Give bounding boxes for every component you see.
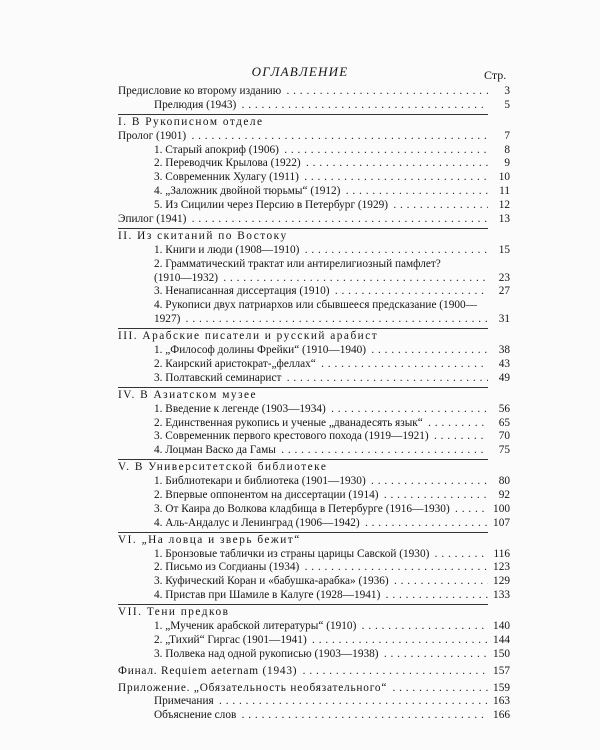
toc-section-heading <box>118 116 488 130</box>
toc-entry <box>118 589 510 603</box>
toc-entry <box>118 243 510 258</box>
toc-entry <box>118 516 510 531</box>
toc-section-heading <box>118 461 488 475</box>
section-underline <box>118 228 488 229</box>
entry-title: 4. Аль-Андалус и Ленинград (1906—1942) <box>154 516 360 529</box>
entry-title: 2. Грамматический трактат или антирелигиозный памфлет? <box>154 257 441 270</box>
toc-entry <box>118 488 510 503</box>
page-number: 92 <box>498 488 510 501</box>
toc-entry <box>118 695 510 709</box>
toc-entry <box>118 647 510 662</box>
toc-entry <box>118 299 510 327</box>
entry-title: 1. Библиотекари и библиотека (1901—1930) <box>154 475 366 488</box>
toc-entry <box>118 502 510 517</box>
entry-title: 1. Бронзовые таблички из страны царицы Савской (1930) <box>154 547 430 560</box>
page-number: 49 <box>498 371 510 384</box>
toc-entry <box>118 85 510 99</box>
toc-entry <box>118 213 510 227</box>
page-number: 43 <box>498 357 510 370</box>
section-title: VII. Тени предков <box>118 606 230 619</box>
entry-title: 3. Полвека над одной рукописью (1903—1938) <box>154 647 379 660</box>
page-number: 15 <box>498 243 510 256</box>
toc-entry <box>118 129 510 144</box>
section-title: III. Арабские писатели и русский арабист <box>118 330 379 343</box>
entry-title: Объяснение слов <box>154 709 237 722</box>
entry-title: 1. Введение к легенде (1903—1934) <box>154 402 326 415</box>
toc-entry <box>118 664 510 679</box>
section-title: VI. „На ловца и зверь бежит“ <box>118 533 301 546</box>
page-number: 9 <box>504 157 510 170</box>
page-number: 70 <box>498 430 510 443</box>
entry-title: 2. Единственная рукопись и ученые „дванадесять язык“ <box>154 416 423 429</box>
toc-entry <box>118 344 510 358</box>
entry-title: Примечания <box>154 695 214 708</box>
page-number: 13 <box>498 213 510 226</box>
toc-entry <box>118 709 510 723</box>
page-number: 8 <box>504 143 510 156</box>
entry-title: 3. Современник первого крестового похода (1919—1921) <box>154 430 429 443</box>
page-number: 157 <box>493 664 510 677</box>
entry-title-continued: (1910—1932) <box>154 271 219 284</box>
entry-title: Эпилог (1941) <box>118 213 187 226</box>
pages-column-header: Стр. <box>484 68 507 82</box>
page-number: 10 <box>498 171 510 184</box>
page-number: 65 <box>498 416 510 429</box>
page-number: 5 <box>504 98 510 111</box>
toc-entry <box>118 357 510 372</box>
entry-title: 3. Современник Хулагу (1911) <box>154 171 299 184</box>
entry-title: 3. Ненаписанная диссертация (1910) <box>154 285 330 298</box>
toc-entry <box>118 157 510 171</box>
entry-title: 5. Из Сицилии через Персию в Петербург (1929) <box>154 199 389 212</box>
toc-title: ОГЛАВЛЕНИЕ <box>251 64 349 79</box>
page-number: 80 <box>498 475 510 488</box>
page-number: 129 <box>493 575 510 588</box>
entry-title: 4. „Заложник двойной тюрьмы“ (1912) <box>154 185 341 198</box>
toc-entry <box>118 547 510 562</box>
entry-title: Прелюдия (1943) <box>154 98 237 111</box>
page-number: 150 <box>493 647 510 660</box>
page-number: 140 <box>493 619 510 632</box>
entry-title: Приложение. „Обязательность необязательного“ <box>118 681 388 694</box>
entry-title: 3. Куфический Коран и «бабушка-арабка» (1936) <box>154 575 389 588</box>
entry-title: 4. Пристав при Шамиле в Калуге (1928—1941) <box>154 589 381 602</box>
section-underline <box>118 387 488 388</box>
entry-title: 4. Лоцман Васко да Гамы <box>154 444 276 457</box>
toc-entry <box>118 475 510 489</box>
page-number: 7 <box>504 129 510 142</box>
toc-section-heading <box>118 330 488 344</box>
entry-title: Пролог (1901) <box>118 129 187 142</box>
toc-section-heading <box>118 606 488 620</box>
page-number: 12 <box>498 199 510 212</box>
section-underline <box>118 604 488 605</box>
page-number: 23 <box>498 271 510 284</box>
toc-entry <box>118 371 510 386</box>
entry-title: 1. „Философ долины Фрейки“ (1910—1940) <box>154 344 367 357</box>
entry-title: 2. Каирский аристократ-„феллах“ <box>154 357 316 370</box>
page-number: 166 <box>493 709 510 722</box>
page-number: 163 <box>493 695 510 708</box>
entry-title: 1. „Мученик арабской литературы“ (1910) <box>154 619 357 632</box>
toc-entry <box>118 619 510 634</box>
entry-title: 2. „Тихий“ Гиргас (1901—1941) <box>154 633 307 646</box>
page-number: 75 <box>498 444 510 457</box>
entry-title: 3. От Каира до Волкова кладбища в Петербурге (1916—1930) <box>154 502 450 515</box>
toc-entry <box>118 416 510 431</box>
page-number: 11 <box>499 185 510 198</box>
toc-entry <box>118 143 510 158</box>
page-number: 100 <box>493 502 510 515</box>
page-number: 107 <box>493 516 510 529</box>
section-title: I. В Рукописном отделе <box>118 115 264 128</box>
toc-entry <box>118 633 510 648</box>
toc-entry <box>118 430 510 444</box>
entry-title: 3. Полтавский семинарист <box>154 371 282 384</box>
toc-entry <box>118 561 510 575</box>
page-number: 123 <box>493 561 510 574</box>
toc-entry <box>118 681 510 696</box>
toc-section-heading <box>118 230 488 244</box>
toc-entry <box>118 98 510 113</box>
entry-title: 1. Старый апокриф (1906) <box>154 143 279 156</box>
section-underline <box>118 532 488 533</box>
page-number: 144 <box>493 633 510 646</box>
toc-entry <box>118 257 510 286</box>
entry-title: 1. Книги и люди (1908—1910) <box>154 243 300 256</box>
toc-entry <box>118 402 510 417</box>
toc-entry <box>118 575 510 589</box>
toc-entry <box>118 444 510 458</box>
toc-entry <box>118 199 510 213</box>
entry-title-continued: 1927) <box>154 313 181 326</box>
section-underline <box>118 459 488 460</box>
entry-title: Предисловие ко второму изданию <box>118 85 282 97</box>
page-number: 38 <box>498 344 510 357</box>
page-number: 116 <box>493 547 510 560</box>
toc-section-heading <box>118 534 488 548</box>
page-number: 27 <box>498 285 510 298</box>
section-title: V. В Университетской библиотеке <box>118 461 328 474</box>
section-underline <box>118 114 488 115</box>
entry-title: 2. Переводчик Крылова (1922) <box>154 157 301 170</box>
toc-entry <box>118 285 510 299</box>
table-of-contents <box>118 85 510 723</box>
page-number: 31 <box>498 313 510 326</box>
section-underline <box>118 328 488 329</box>
toc-entry <box>118 185 510 199</box>
section-title: II. Из скитаний по Востоку <box>118 229 288 242</box>
entry-title: Финал. Requiem aeternam (1943) <box>118 664 298 677</box>
section-title: IV. В Азиатском музее <box>118 388 258 401</box>
page-number: 56 <box>498 402 510 415</box>
entry-title: 2. Письмо из Согдианы (1934) <box>154 561 300 574</box>
toc-entry <box>118 171 510 185</box>
page-number: 159 <box>493 681 510 694</box>
toc-section-heading <box>118 389 488 403</box>
entry-title: 4. Рукописи двух патриархов или сбывшееся предсказание (1900— <box>154 299 477 312</box>
page-number: 133 <box>493 589 510 602</box>
entry-title: 2. Впервые оппонентом на диссертации (1914) <box>154 488 379 501</box>
page-number: 3 <box>504 85 510 97</box>
